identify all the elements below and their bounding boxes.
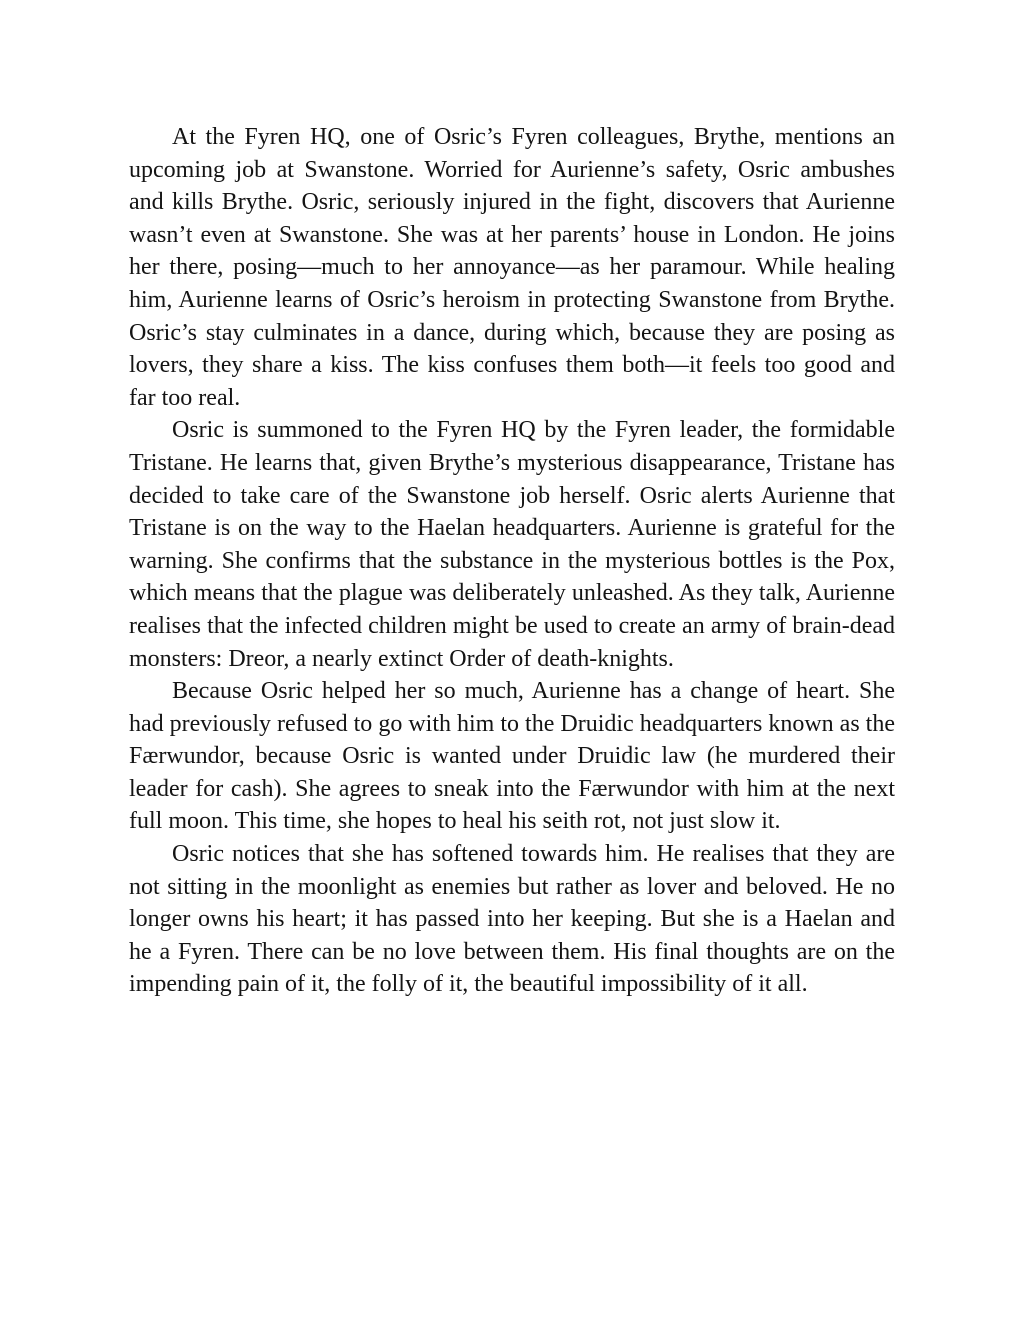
paragraph-2: Osric is summoned to the Fyren HQ by the Fyren leader, the formidable Tristane. He learns that, given Brythe’s mysterious disappearance, Tristane has decided to take care of the Swanstone job herself. Osric alerts Aurienne that Tristane is on the way to the Haelan headquarters. Aurienne is grateful for the warning. She confirms that the substance in the mysterious bottles is the Pox, which means that the plague was deliberately unleashed. As they talk, Aurienne realises that the infected children might be used to create an army of brain-dead monsters: Dreor, a nearly extinct Order of death-knights. (129, 417, 895, 672)
document-page (129, 121, 895, 1001)
paragraph-3: Because Osric helped her so much, Aurienne has a change of heart. She had previously refused to go with him to the Druidic headquarters known as the Færwundor, because Osric is wanted under Druidic law (he murdered their leader for cash). She agrees to sneak into the Færwundor with him at the next full moon. This time, she hopes to heal his seith rot, not just slow it. (129, 678, 895, 835)
paragraph-4: Osric notices that she has softened towards him. He realises that they are not sitting in the moonlight as enemies but rather as lover and beloved. He no longer owns his heart; it has passed into her keeping. But she is a Haelan and he a Fyren. There can be no love between them. His final thoughts are on the impending pain of it, the folly of it, the beautiful impossibility of it all. (129, 841, 895, 998)
paragraph-1: At the Fyren HQ, one of Osric’s Fyren colleagues, Brythe, mentions an upcoming job at Swanstone. Worried for Aurienne’s safety, Osric ambushes and kills Brythe. Osric, seriously injured in the fight, discovers that Aurienne wasn’t even at Swanstone. She was at her parents’ house in London. He joins her there, posing—much to her annoyance—as her paramour. While healing him, Aurienne learns of Osric’s heroism in protecting Swanstone from Brythe. Osric’s stay culminates in a dance, during which, because they are posing as lovers, they share a kiss. The kiss confuses them both—it feels too good and far too real. (129, 124, 895, 411)
